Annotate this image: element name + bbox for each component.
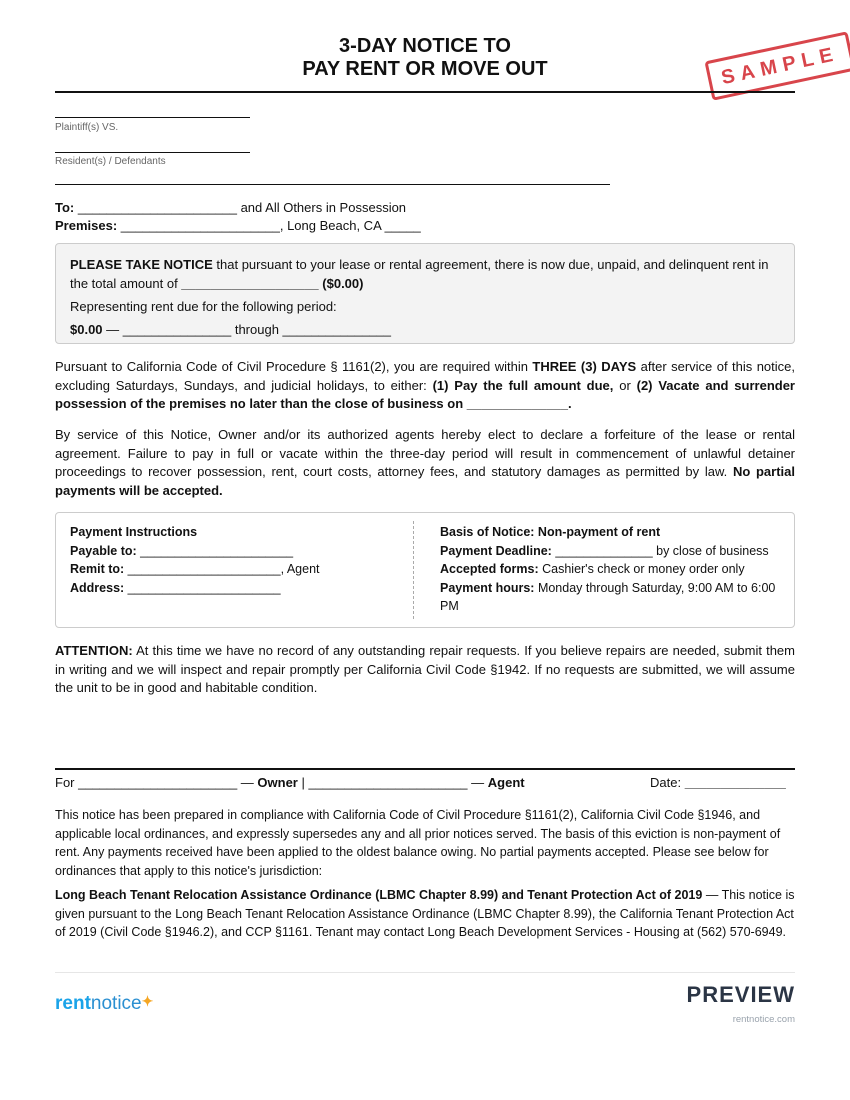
document-title <box>55 35 795 81</box>
period-label: Representing rent due for the following period: <box>70 299 337 314</box>
attention-paragraph: ATTENTION: At this time we have no record of any outstanding repair requests. If you believe repairs are needed, submit them in writing and we will inspect and repair promptly per California Civil Code §1942. If no requests are submitted, we will assume the unit to be in good and habitable condition. <box>55 643 795 695</box>
forfeiture-paragraph: By service of this Notice, Owner and/or its authorized agents hereby elect to declare a forfeiture of the lease or rental agreement. Failure to pay in full or vacate within the three-day period will result in commencement of unlawful detainer proceedings to recover possession, rent, court costs, attorney fees, and statutory damages as permitted by law. No partial payments will be accepted. <box>55 427 795 498</box>
premises-label: Premises: <box>55 218 118 233</box>
rentnotice-logo: rentnotice✦ <box>55 993 154 1014</box>
sparkle-icon: ✦ <box>141 993 154 1009</box>
title-rule <box>55 91 795 93</box>
premises-blank: ______________________ <box>120 218 280 233</box>
sample-stamp: SAMPLE <box>704 31 850 100</box>
site-url: rentnotice.com <box>732 1014 795 1025</box>
premises-row <box>55 218 421 233</box>
to-label: To: <box>55 200 75 215</box>
resident-label: Resident(s) / Defendants <box>55 156 166 167</box>
footer-rule <box>55 972 795 973</box>
case-line <box>55 184 610 185</box>
compliance-paragraph: This notice has been prepared in compliance with California Code of Civil Procedure §1161(2), California Civil Code §1946, and applicable local ordinances, and expressly supersedes any and all prior notices served. The basis of this eviction is non-payment of rent. Any payments received have been applied to the oldest balance owing. No partial payments accepted. Please see below for ordinances that apply to this notice's jurisdiction: <box>55 808 781 878</box>
notice-box <box>55 243 795 344</box>
payment-terms: Basis of Notice: Non-payment of rent Payment Deadline: ______________ by close of business Accepted forms: Cashier's check or money order only Payment hours: Monday through Saturday, 9:00 AM to 6:00 PM <box>440 525 776 613</box>
pay-or-vacate-paragraph: Pursuant to California Code of Civil Procedure § 1161(2), you are required within THREE (3) DAYS after service of this notice, excluding Saturdays, Sundays, and judicial holidays, to either: (1) Pay the full amount due, or (2) Vacate and surrender possession of the premises no later than the close of business on ______________. <box>55 359 796 411</box>
date-field: Date: ______________ <box>650 775 786 790</box>
premises-suffix: , Long Beach, CA _____ <box>279 218 421 233</box>
payment-box <box>55 512 795 628</box>
resident-line <box>55 152 250 153</box>
plaintiff-line <box>55 117 250 118</box>
payment-heading: Payment Instructions <box>70 525 198 539</box>
plaintiff-label: Plaintiff(s) VS. <box>55 122 119 133</box>
basis-of-notice: Basis of Notice: Non-payment of rent <box>440 525 661 539</box>
ordinance-paragraph: Long Beach Tenant Relocation Assistance Ordinance (LBMC Chapter 8.99) and Tenant Protection Act of 2019 — This notice is given pursuant to the Long Beach Tenant Relocation Assistance Ordinance (LBMC Chapter 8.99), the California Tenant Protection Act of 2019 (Civil Code §1946.2), and CCP §1161. Tenant may contact Long Beach Development Services - Housing at (562) 570-6949. <box>55 888 795 939</box>
period-row: $0.00 — _______________ through _______________ <box>70 322 391 337</box>
signature-rule <box>55 768 795 770</box>
to-suffix: and All Others in Possession <box>240 200 407 215</box>
notice-text: PLEASE TAKE NOTICE that pursuant to your lease or rental agreement, there is now due, unpaid, and delinquent rent in the total amount of ___________________ ($0.00) <box>70 257 769 291</box>
payment-divider <box>413 521 414 619</box>
to-blank: ______________________ <box>77 200 237 215</box>
preview-label: PREVIEW <box>686 982 795 1007</box>
payment-instructions: Payment Instructions Payable to: ______________________ Remit to: ______________________, Agent Address: ______________________ <box>70 525 320 595</box>
title-line-2: PAY RENT OR MOVE OUT <box>302 58 548 80</box>
to-row <box>55 200 406 215</box>
signature-row: For ______________________ — Owner | ______________________ — Agent Date: ______________ <box>55 775 786 790</box>
title-line-1: 3-DAY NOTICE TO <box>339 35 511 57</box>
